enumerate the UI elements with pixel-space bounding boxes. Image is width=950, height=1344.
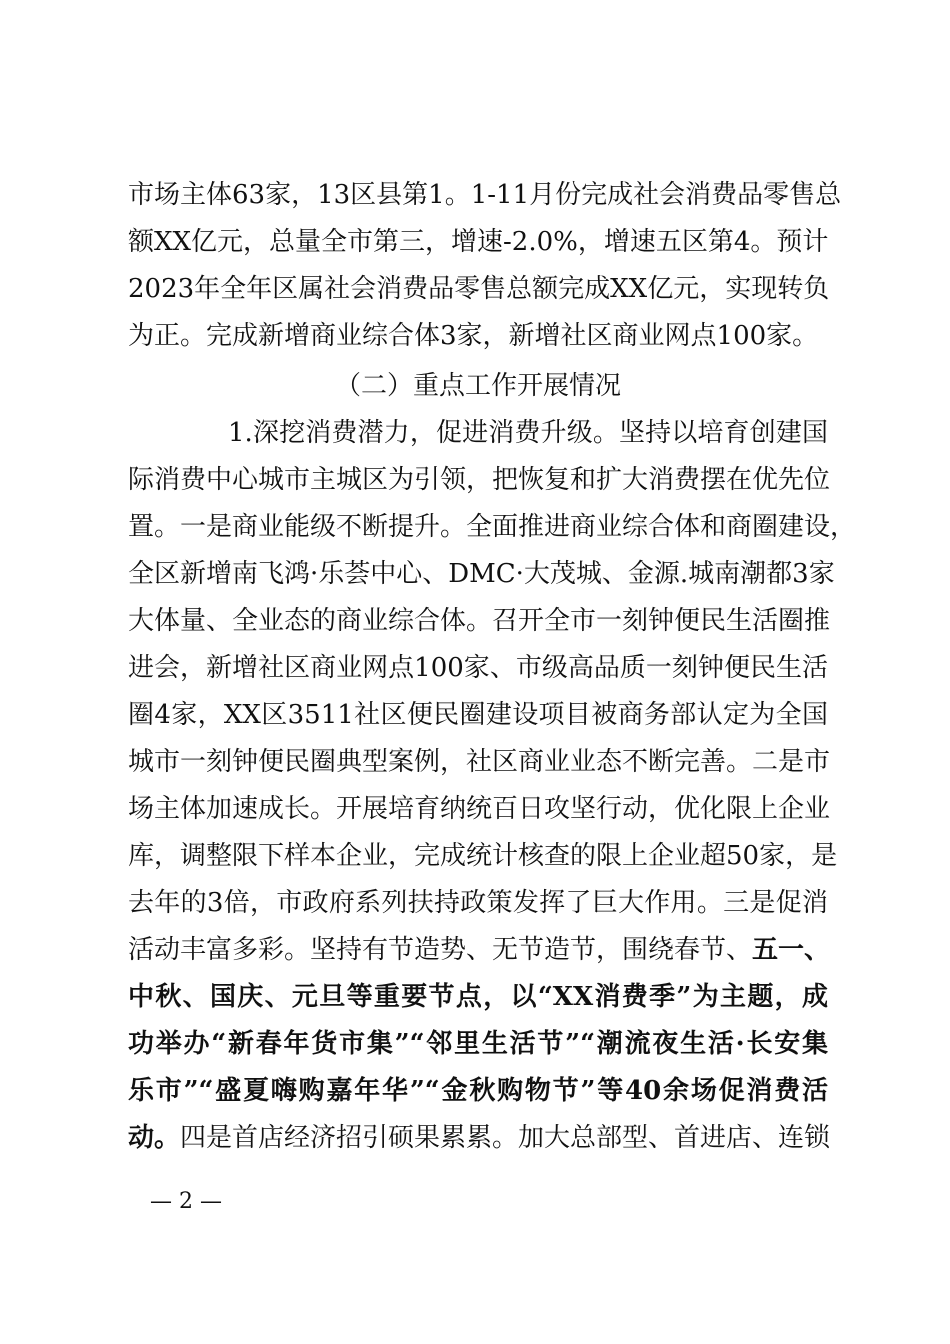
text-line: 额XX亿元，总量全市第三，增速-2.0%，增速五区第4。预计 — [128, 227, 829, 257]
text-line: 1.深挖消费潜力，促进消费升级。坚持以培育创建国 — [228, 418, 828, 448]
text-line — [128, 930, 831, 970]
text-line: 城市一刻钟便民圈典型案例，社区商业业态不断完善。二是市 — [128, 747, 831, 777]
bold-text-line: 功举办“新春年货市集”“邻里生活节”“潮流夜生活·长安集 — [128, 1029, 828, 1059]
text-line: 置。一是商业能级不断提升。全面推进商业综合体和商圈建设， — [128, 512, 857, 542]
text-line: 大体量、全业态的商业综合体。召开全市一刻钟便民生活圈推 — [128, 606, 831, 636]
text-run: 四是首店经济招引硕果累累。加大总部型、首进店、连锁 — [180, 1123, 831, 1153]
bold-text-run: 五一、 — [752, 935, 831, 965]
text-run: 活动丰富多彩。坚持有节造势、无节造节，围绕春节、 — [128, 935, 753, 965]
text-line: 进会，新增社区商业网点100家、市级高品质一刻钟便民生活 — [128, 653, 828, 683]
text-line: 库，调整限下样本企业，完成统计核查的限上企业超50家，是 — [128, 841, 838, 871]
bold-text-run: 动。 — [128, 1123, 181, 1153]
bold-text-line: 中秋、国庆、元旦等重要节点，以“XX消费季”为主题，成 — [128, 982, 828, 1012]
text-line: 为正。完成新增商业综合体3家，新增社区商业网点100家。 — [128, 321, 819, 351]
text-line — [128, 1118, 831, 1158]
text-line: 际消费中心城市主城区为引领，把恢复和扩大消费摆在优先位 — [128, 465, 831, 495]
text-line: 场主体加速成长。开展培育纳统百日攻坚行动，优化限上企业 — [128, 794, 831, 824]
section-heading: （二）重点工作开展情况 — [334, 371, 621, 401]
text-line: 市场主体63家，13区县第1。1-11月份完成社会消费品零售总 — [128, 180, 842, 210]
bold-text-line: 乐市”“盛夏嗨购嘉年华”“金秋购物节”等40余场促消费活 — [128, 1076, 828, 1106]
text-line: 2023年全年区属社会消费品零售总额完成XX亿元，实现转负 — [128, 274, 830, 304]
text-line: 去年的3倍，市政府系列扶持政策发挥了巨大作用。三是促消 — [128, 888, 828, 918]
page-number: — 2 — — [150, 1189, 222, 1214]
text-line: 全区新增南飞鸿·乐荟中心、DMC·大茂城、金源.城南潮都3家 — [128, 559, 835, 589]
text-line: 圈4家，XX区3511社区便民圈建设项目被商务部认定为全国 — [128, 700, 828, 730]
